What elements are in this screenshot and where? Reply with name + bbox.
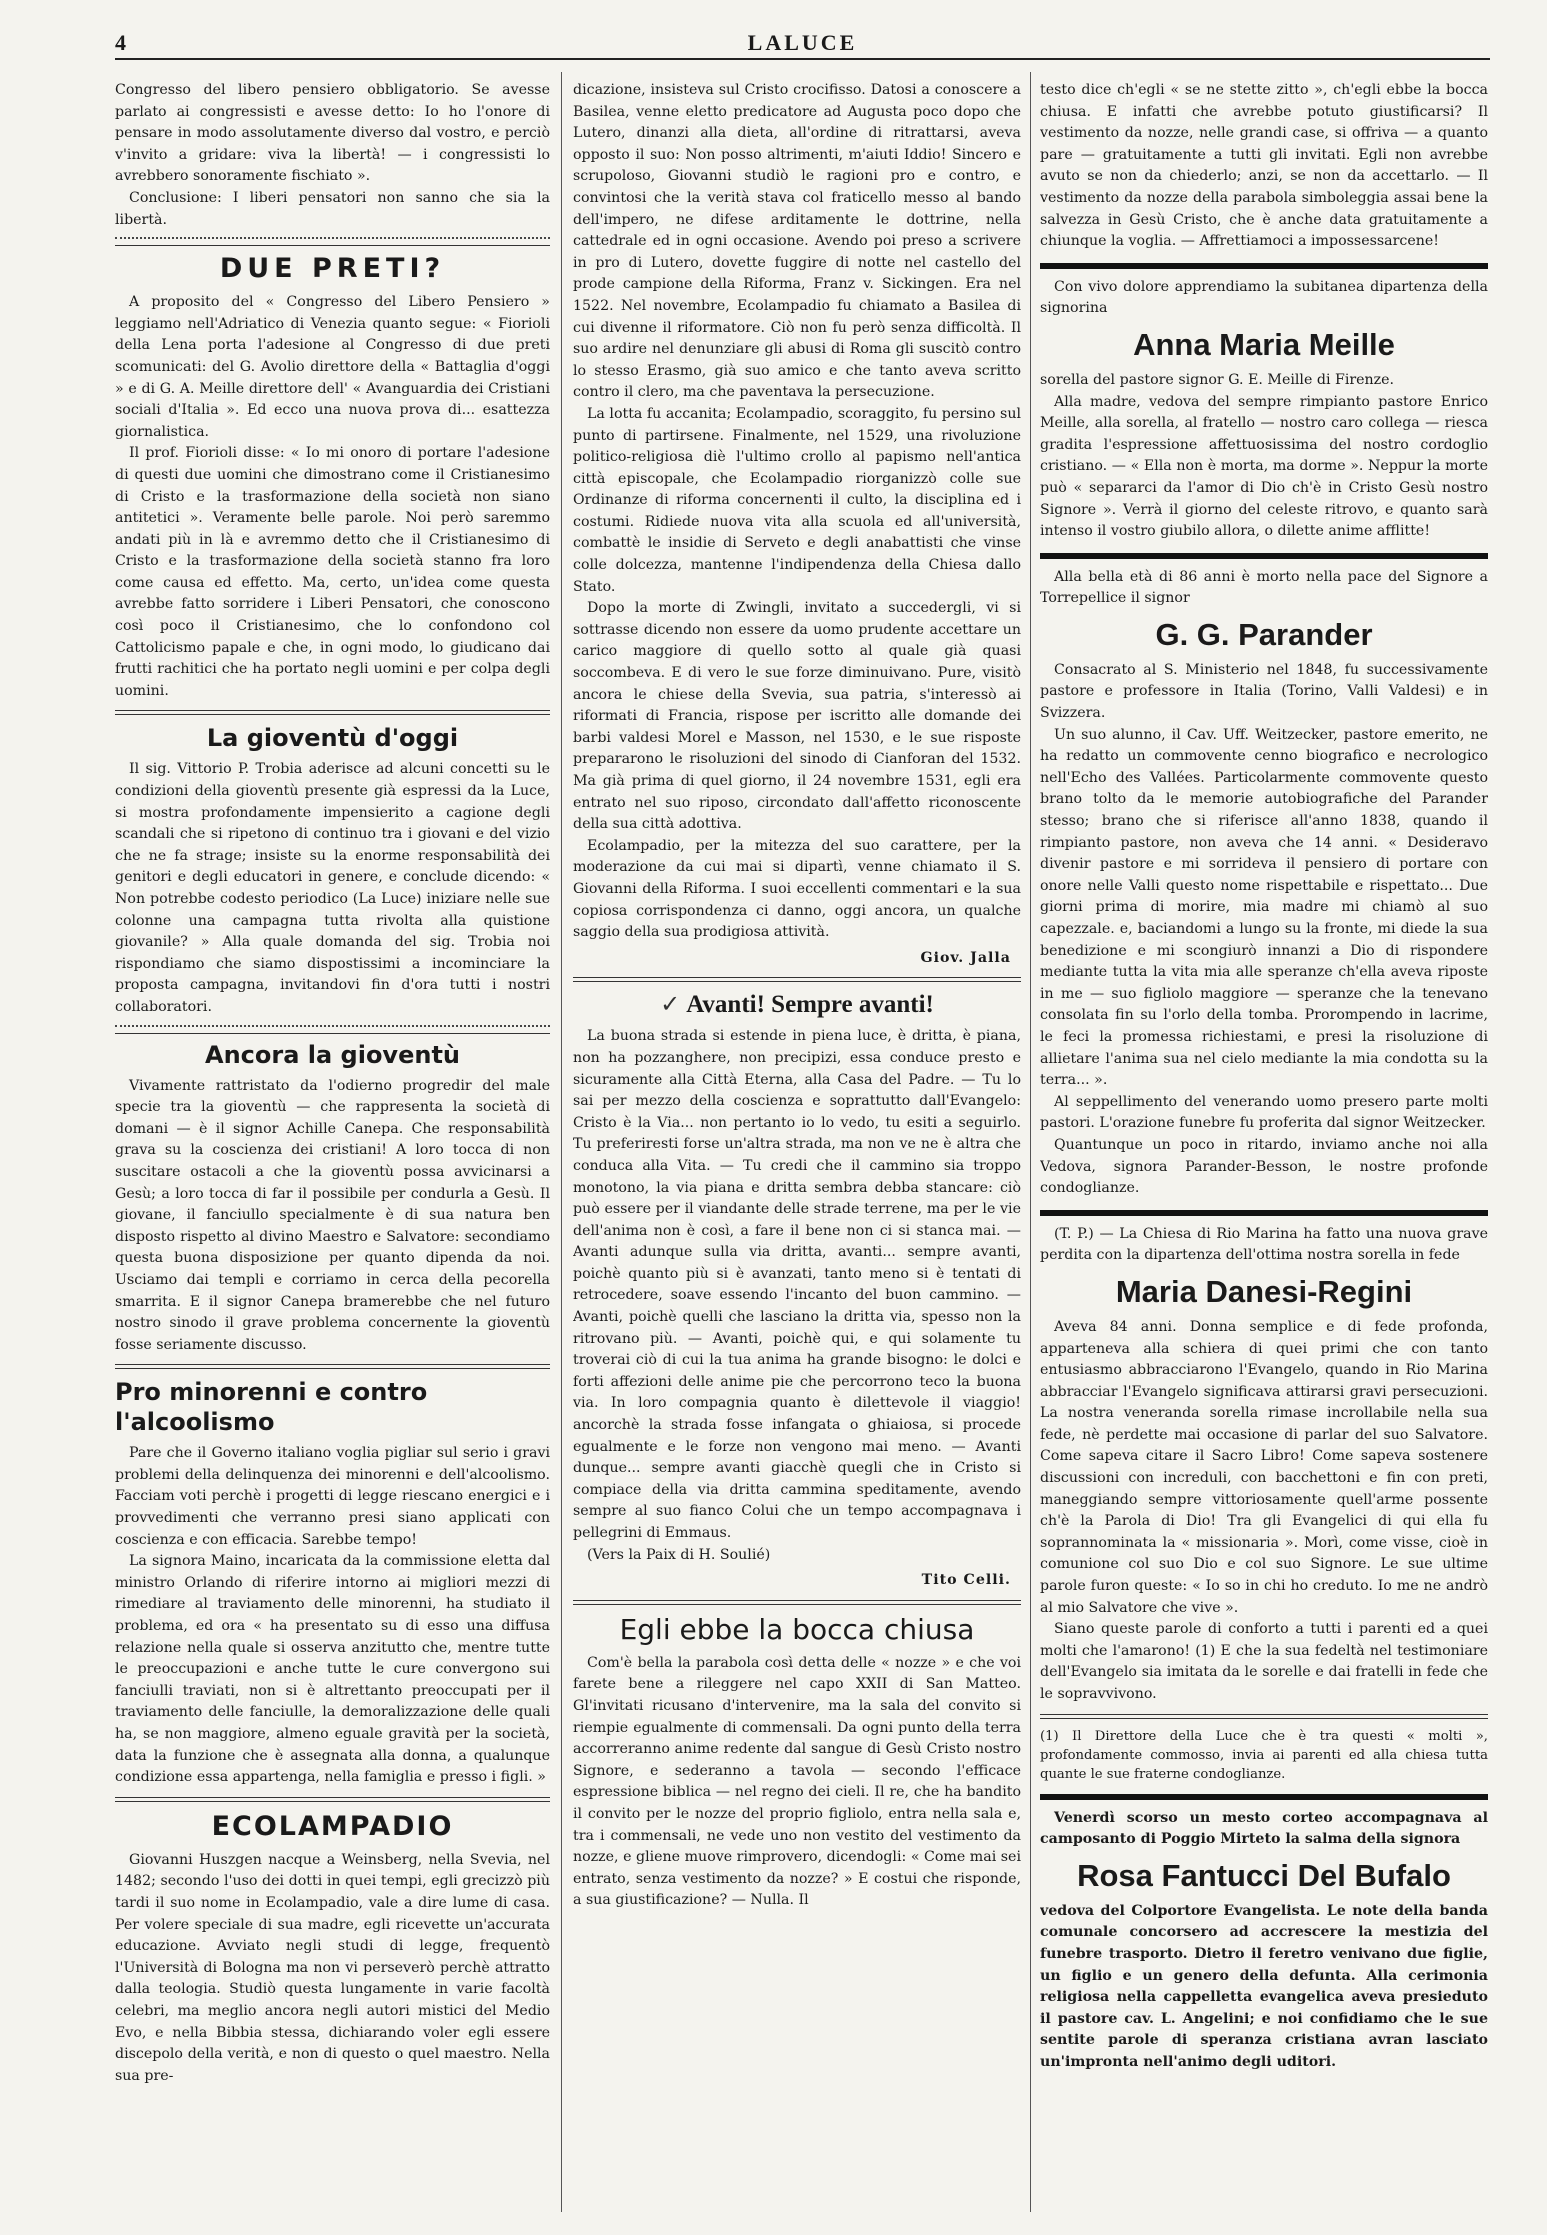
check-mark-icon: ✓: [660, 992, 681, 1019]
article-paragraph: La signora Maino, incaricata da la commissione eletta dal ministro Orlando di riferire intorno ai migliori mezzi di rimediare al traviamento delle minorenni, ha studiato il problema, ed ora « ha presentato su di esso una diffusa relazione nella quale si osserva anzitutto che, mentre tutte le preoccupazioni e anche tutte le cure convergono sui fanciulli traviati, non si è altrettanto preoccupati per il traviamento delle fanciulle, la demoralizzazione delle quali ha, se non maggiore, almeno eguale gravità per la società, data la funzione che è assegnata alla donna, a qualunque condizione essa appartenga, nella famiglia e presso i figli. »: [115, 1553, 550, 1786]
column-rule-1: [561, 72, 562, 2212]
article-title-ancora-gioventu: Ancora la gioventù: [205, 1040, 460, 1069]
column-3: [1040, 80, 1488, 2210]
section-divider: [115, 1797, 550, 1802]
section-divider: [573, 1600, 1021, 1605]
intro-paragraph-2: Conclusione: I liberi pensatori non sanno che sia la libertà.: [115, 189, 550, 228]
article-paragraph: Pare che il Governo italiano voglia pigliar sul serio i gravi problemi della delinquenza dei minorenni e dell'alcoolismo. Facciam voti perchè i progetti di legge riescano energici e i provvedimenti che verranno presi siano applicati con coscienza e con efficacia. Sarebbe tempo!: [115, 1445, 550, 1548]
article-paragraph: Giovanni Huszgen nacque a Weinsberg, nella Svevia, nel 1482; secondo l'uso dei dotti in quei tempi, egli grecizzò più tardi il suo nome in Ecolampadio, vale a dire lume di casa. Per volere speciale di sua madre, egli ricevette un'accurata educazione. Avviato negli studi di legge, frequentò l'Università di Bologna ma non vi perseverò perchè attratto dalla teologia. Studiò questa lungamente in varie facoltà celebri, ma meglio ancora negli autori mistici del Medio Evo, e nella Bibbia stessa, dichiarando voler egli essere discepolo della verità, e non di questo o quel maestro. Nella sua pre-: [115, 1851, 550, 2084]
article-paragraph: Vivamente rattristato da l'odierno progredir del male specie tra la gioventù — che rappresenta la società di domani — è il signor Achille Canepa. Che responsabilità grava su la coscienza dei cristiani! A loro tocca di non suscitare ostacoli a che la gioventù possa avvicinarsi a Gesù; a loro tocca di far il possibile per condurla a Gesù. Il giovane, il fanciullo specialmente è di sua natura ben disposto rispetto al divino Maestro e Salvatore: secondiamo questa buona disposizione per quanto dipenda da noi. Usciamo dai templi e corriamo in cerca della pecorella smarrita. E il signor Canepa bramerebbe che nel futuro nostro sinodo il grave problema concernente la gioventù fosse seriamente discusso.: [115, 1077, 550, 1353]
article-title-ecolampadio: ECOLAMPADIO: [211, 1810, 454, 1842]
column-1: [115, 80, 550, 2210]
obituary-name-bufalo: Rosa Fantucci Del Bufalo: [1077, 1857, 1451, 1893]
section-divider: [115, 1364, 550, 1369]
obituary-name-danesi: Maria Danesi-Regini: [1115, 1273, 1413, 1309]
article-paragraph: Consacrato al S. Ministerio nel 1848, fu successivamente pastore e professore in Italia (Torino, Valli Valdesi) e in Svizzera.: [1040, 661, 1488, 722]
article-paragraph: testo dice ch'egli « se ne stette zitto », ch'egli ebbe la bocca chiusa. E infatti che avrebbe potuto giustificarsi? Il vestimento da nozze, nelle grandi case, si offriva — a quanto pare — gratuitamente a tutti gli invitati. Egli non avrebbe avuto se non da chiederlo; anzi, se non da accettarlo. — Il vestimento da nozze della parabola simboleggia assai bene la salvezza in Gesù Cristo, che è anche data gratuitamente a chiunque la voglia. — Affrettiamoci a impossessarcene!: [1040, 82, 1488, 250]
obituary-intro: Con vivo dolore apprendiamo la subitanea dipartenza della signorina: [1040, 278, 1488, 317]
intro-paragraph-1: Congresso del libero pensiero obbligatorio. Se avesse parlato ai congressisti e avesse detto: Io ho l'onore di pensare in modo assolutamente diverso dal vostro, e perciò v'invito a gridare: viva la libertà! — i congressisti lo avrebbero sonoramente fischiato ».: [115, 82, 550, 185]
article-title-alcoolismo: Pro minorenni e contro l'alcoolismo: [115, 1378, 428, 1437]
obituary-divider: [1040, 1794, 1488, 1800]
masthead: [115, 28, 1490, 60]
article-paragraph: dicazione, insisteva sul Cristo crocifisso. Datosi a conoscere a Basilea, venne eletto predicatore ad Augusta poco dopo che Lutero, dinanzi alla dieta, all'ordine di ritrattarsi, aveva opposto il suo: Non posso altrimenti, m'aiuti Iddio! Sincero e scrupoloso, Giovanni studiò le ragioni pro e contro, e convintosi che la verità stava col fraticello messo al bando dell'impero, ne difese arditamente le dottrine, nella cattedrale ed in ogni occasione. Avendo poi preso a scrivere in pro di Lutero, dovette fuggire di notte nel castello del prode campione della Riforma, Franz v. Sickingen. Era nel 1522. Nel novembre, Ecolampadio fu chiamato a Basilea di cui divenne il riformatore. Ciò non fu però senza difficoltà. Il suo ardire nel denunziare gli abusi di Roma gli suscitò contro lo stesso Erasmo, già suo amico e che tanto aveva scritto contro il clero, ma che paventava la persecuzione.: [573, 82, 1021, 401]
column-rule-2: [1030, 72, 1031, 2212]
article-paragraph: Dopo la morte di Zwingli, invitato a succedergli, vi si sottrasse dicendo non essere da uomo prudente accettare un carico maggiore di quello sotto al quale già quasi soccombeva. E di vero le sue forze diminuivano. Pure, visitò ancora le chiese della Svevia, sua patria, s'interessò ai riformati di Francia, rispose per iscritto alle domande dei barbi valdesi Morel e Masson, nel 1530, e le sue risposte prepararono le risoluzioni del sinodo di Cianforan del 1532. Ma già prima di quel giorno, il 24 novembre 1531, egli era entrato nel suo riposo, circondato dall'affetto riconoscente della sua città adottiva.: [573, 600, 1021, 833]
page-number: 4: [115, 30, 126, 55]
obituary-intro: (T. P.) — La Chiesa di Rio Marina ha fatto una nuova grave perdita con la dipartenza dell'ottima nostra sorella in fede: [1040, 1225, 1488, 1264]
article-paragraph: Al seppellimento del venerando uomo presero parte molti pastori. L'orazione funebre fu proferita dal signor Weitzecker.: [1040, 1093, 1488, 1132]
article-title-avanti: [573, 990, 1021, 1020]
obituary-divider: [1040, 553, 1488, 559]
section-divider: [115, 710, 550, 715]
column-2: [573, 80, 1021, 2210]
article-paragraph: Quantunque un poco in ritardo, inviamo anche noi alla Vedova, signora Parander-Besson, le nostre profonde condoglianze.: [1040, 1136, 1488, 1197]
author-signature: Tito Celli.: [921, 1572, 1011, 1589]
article-title-gioventu-oggi: La gioventù d'oggi: [206, 724, 459, 753]
article-paragraph: Aveva 84 anni. Donna semplice e di fede profonda, apparteneva alla schiera di quei primi che con tanto entusiasmo abbracciarono l'Evangelo, quando in Rio Marina abbracciar l'Evangelo significava attirarsi gravi persecuzioni. La nostra veneranda sorella rimase incrollabile nella sua fede, nè perdette mai occasione di parlar del suo Salvatore. Come sapeva citare il Sacro Libro! Come sapeva sostenere discussioni con increduli, con bacchettoni e fin con preti, maneggiando sempre vittoriosamente quell'arme possente ch'è la Parola di Dio! Tra gli Evangelici di qui ella fu soprannominata la « missionaria ». Morì, come visse, cioè in comunione col suo Dio e col suo Signore. Le sue ultime parole furon queste: « Io so in chi ho creduto. Io me ne andrò al mio Salvatore che vive ».: [1040, 1318, 1488, 1616]
article-paragraph: A proposito del « Congresso del Libero Pensiero » leggiamo nell'Adriatico di Venezia quanto segue: « Fiorioli della Lena porta l'adesione al Congresso di due preti scomunicati: del G. Avolio direttore della « Battaglia d'oggi » e di G. A. Meille direttore dell' « Avanguardia dei Cristiani sociali d'Italia ». Ed ecco una nuova prova di... esattezza giornalistica.: [115, 294, 550, 440]
article-paragraph: sorella del pastore signor G. E. Meille di Firenze.: [1040, 371, 1395, 388]
obituary-intro: Venerdì scorso un mesto corteo accompagnava al camposanto di Poggio Mirteto la salma della signora: [1040, 1809, 1488, 1848]
section-divider: [1040, 1714, 1488, 1719]
article-title-avanti-text: Avanti! Sempre avanti!: [686, 991, 934, 1019]
article-paragraph: vedova del Colportore Evangelista. Le note della banda comunale concorsero ad accrescere la mestizia del funebre trasporto. Dietro il feretro venivano due figlie, un figlio e un genero della defunta. Alla cerimonia religiosa nella cappelletta evangelica aveva presieduto il pastore cav. L. Angelini; e noi confidiamo che le sue sentite parole di speranza cristiana avran lasciato un'impronta nell'animo degli uditori.: [1040, 1902, 1488, 2070]
footnote: (1) Il Direttore della Luce che è tra questi « molti », profondamente commosso, invia ai parenti ed alla chiesa tutta quante le sue fraterne condoglianze.: [1040, 1728, 1488, 1782]
article-paragraph: Ecolampadio, per la mitezza del suo carattere, per la moderazione da cui mai si dipartì, venne chiamato il S. Giovanni della Riforma. I suoi eccellenti commentari e la sua copiosa corrispondenza ci danno, oggi ancora, un qualche saggio della sua prodigiosa attività.: [573, 837, 1021, 941]
article-paragraph: La lotta fu accanita; Ecolampadio, scoraggito, fu persino sul punto di partirsene. Finalmente, nel 1529, una rivoluzione politico-religiosa diè l'ultimo crollo al papismo nell'antica città episcopale, che Ecolampadio riorganizzò colle sue Ordinanze di riforma concernenti il culto, la disciplina ed i costumi. Ridiede nuova vita alla scuola ed all'università, combattè le insidie di Serveto e degli anabattisti che vinse colle dolcezza, mantenne l'indipendenza della Chiesa dallo Stato.: [573, 405, 1021, 595]
article-paragraph: Siano queste parole di conforto a tutti i parenti ed a quei molti che l'amarono! (1) E che la sua fedeltà nel testimoniare dell'Evangelo sia imitata da le sorelle e dai fratelli in fede che le sopravvivono.: [1040, 1621, 1488, 1702]
section-divider: [573, 977, 1021, 982]
obituary-intro: Alla bella età di 86 anni è morto nella pace del Signore a Torrepellice il signor: [1040, 568, 1488, 607]
author-signature: Giov. Jalla: [920, 949, 1011, 966]
obituary-divider: [1040, 1210, 1488, 1216]
obituary-name-meille: Anna Maria Meille: [1133, 326, 1395, 362]
article-paragraph: Com'è bella la parabola così detta delle « nozze » e che voi farete bene a rileggere nel capo XXII di San Matteo. Gl'invitati ricusano d'intervenire, ma la sala del convito si riempie egualmente di commensali. Da ogni punto della terra accorreranno anime redente dal sangue di Gesù Cristo nostro Signore, e sederanno a tavola — secondo l'efficace espressione biblica — nel regno dei cieli. Il re, che ha bandito il convito per le nozze del proprio figliolo, entra nella sala e, tra i commensali, ne vede uno non vestito del vestimento da nozze, e gliene muove rimprovero, dicendogli: « Come mai sei entrato, senza vestimento da nozze? » E costui che risponde, a sua giustificazione? — Nulla. Il: [573, 1654, 1021, 1909]
article-title-due-preti: DUE PRETI?: [219, 253, 446, 285]
obituary-name-parander: G. G. Parander: [1155, 616, 1373, 652]
section-divider: [115, 237, 550, 246]
newspaper-title: LALUCE: [747, 30, 858, 55]
article-paragraph: Il sig. Vittorio P. Trobia aderisce ad alcuni concetti su le condizioni della gioventù presente già espressi da la Luce, si mostra profondamente impensierito a cagione degli scandali che si ripetono di continuo tra i giovani e del vizio che ne fa strage; insiste su la enorme responsabilità dei genitori e degli educatori in genere, e conclude dicendo: « Non potrebbe codesto periodico (La Luce) iniziare nelle sue colonne una campagna tutta rivolta alla quistione giovanile? » Alla quale domanda del sig. Trobia noi rispondiamo che siamo dispostissimi a incominciare la proposta campagna, invitandovi fin d'ora tutti i nostri collaboratori.: [115, 761, 550, 1015]
obituary-divider: [1040, 263, 1488, 269]
section-divider: [115, 1025, 550, 1034]
article-paragraph: La buona strada si estende in piena luce, è dritta, è piana, non ha pozzanghere, non precipizi, essa conduce presto e sicuramente alla Città Eterna, alla Casa del Padre. — Tu lo sai per mezzo della coscienza e soprattutto dall'Evangelo: Cristo è la Via... non pertanto io lo vedo, tu esiti a seguirlo. Tu preferiresti forse un'altra strada, ma non ve ne è altra che conduca alla Vita. — Tu credi che il cammino sia troppo monotono, la via piana e dritta sembra debba stancare: ciò può essere per il viandante delle strade terrene, ma per le vie dell'anima non è così, a fare il bene non ci si stanca mai. — Avanti adunque sulla via dritta, avanti... sempre avanti, poichè quanto più si è avanzati, tanto meno si è tentati di retrocedere, soave essendo l'incanto del buon cammino. — Avanti, poichè quelli che lasciano la dritta via, spesso non la ritrovano più. — Avanti, poichè qui, e qui solamente tu troverai ciò di cui la tua anima ha grande bisogno: le dolci e forti affezioni delle anime pie che percorrono teco la buona via. In loro compagnia quanto è dilettevole il viaggio! ancorchè la strada fosse infangata o ghiaiosa, si procede egualmente e le forze non vengono mai meno. — Avanti dunque... sempre avanti giacchè quegli che in Cristo si compiace della via dritta cammina speditamente, avendo sempre al suo fianco Colui che un tempo accompagnava i pellegrini di Emmaus.: [573, 1028, 1021, 1541]
article-paragraph: Il prof. Fiorioli disse: « Io mi onoro di portare l'adesione di questi due uomini che dimostrano come il Cristianesimo di Cristo e la trasformazione della società non siano antitetici ». Veramente belle parole. Noi però saremmo andati più in là e avremmo detto che il Cristianesimo di Cristo e la trasformazione della società stanno fra loro come causa ed effetto. Ma, certo, un'idea come questa avrebbe fatto sorridere i Liberi Pensatori, che conoscono così poco il Cristianesimo, che lo confondono col Cattolicismo papale e che, in ogni modo, lo giudicano dai frutti rachitici che ha portato negli uomini e per colpa degli uomini.: [115, 445, 550, 699]
source-credit: (Vers la Paix di H. Soulié): [587, 1546, 771, 1563]
article-title-bocca-chiusa: Egli ebbe la bocca chiusa: [619, 1612, 975, 1646]
article-paragraph: Alla madre, vedova del sempre rimpianto pastore Enrico Meille, alla sorella, al fratello — nostro caro collega — riesca gradita l'espressione affettuosissima del nostro cordoglio cristiano. — « Ella non è morta, ma dorme ». Neppur la morte può « separarci da l'amor di Dio ch'è in Cristo Gesù nostro Signore ». Verrà il giorno del celeste ritrovo, e quanto sarà intenso il vostro giubilo allora, o dilette anime afflitte!: [1040, 393, 1488, 540]
article-paragraph: Un suo alunno, il Cav. Uff. Weitzecker, pastore emerito, ne ha redatto un commovente cenno biografico e necrologico nell'Echo des Vallées. Particolarmente commovente questo brano tolto da le memorie autobiografiche del Parander stesso; brano che si riferisce all'anno 1838, quando il rimpianto pastore, non aveva che 14 anni. « Desideravo divenir pastore e mi sorrideva il pensiero di portare con onore nelle Valli questo nome rispettabile e rispettato... Due giorni prima di morire, mia madre mi chiamò al suo capezzale. e, baciandomi a lungo su la fronte, mi diede la sua benedizione e mi scongiurò innanzi a Dio di rispondere mediante tutta la vita mia alle speranze ch'ella aveva riposte in me — suo figliolo maggiore — speranze che la tenevano consolata fin su l'orlo della tomba. Prorompendo in lacrime, le feci la promessa richiestami, e presi la risoluzione di allietare l'anima sua nel cielo mediante la mia condotta su la terra... ».: [1040, 726, 1488, 1089]
